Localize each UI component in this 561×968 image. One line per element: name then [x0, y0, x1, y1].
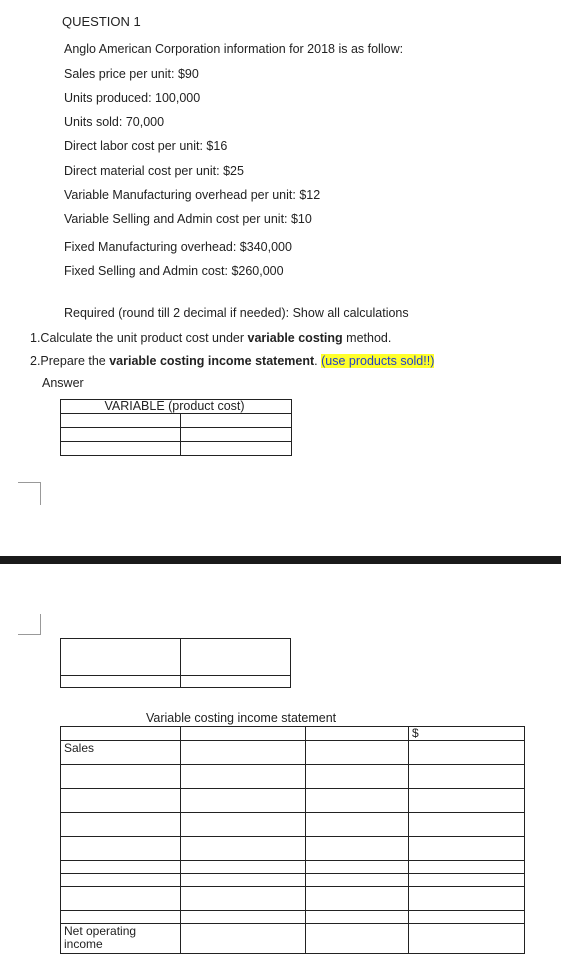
table-cell[interactable] — [181, 789, 306, 813]
table-cell[interactable] — [181, 765, 306, 789]
table-cell[interactable] — [61, 765, 181, 789]
table-cell[interactable] — [409, 837, 525, 861]
table-cell[interactable] — [306, 924, 409, 954]
info-sales-price: Sales price per unit: $90 — [64, 67, 199, 81]
table-cell[interactable] — [306, 874, 409, 887]
table-cell[interactable] — [181, 861, 306, 874]
table-cell[interactable] — [306, 813, 409, 837]
table-cell[interactable] — [306, 837, 409, 861]
table-cell[interactable] — [181, 741, 306, 765]
table-cell[interactable] — [181, 727, 306, 741]
table-cell[interactable] — [306, 765, 409, 789]
info-units-produced: Units produced: 100,000 — [64, 91, 201, 105]
income-statement-title: Variable costing income statement — [146, 711, 337, 725]
table-cell[interactable] — [181, 887, 306, 911]
table-cell[interactable] — [61, 639, 181, 676]
net-operating-income-row-label: Net operating income — [61, 924, 181, 954]
table-cell[interactable] — [306, 911, 409, 924]
table-cell[interactable] — [61, 727, 181, 741]
sales-row-label: Sales — [61, 741, 181, 765]
table-cell[interactable] — [409, 789, 525, 813]
question-title: QUESTION 1 — [62, 14, 141, 29]
table-cell[interactable] — [181, 911, 306, 924]
info-variable-mfg-overhead: Variable Manufacturing overhead per unit: $12 — [64, 188, 321, 202]
table-cell[interactable] — [61, 428, 181, 442]
table-cell[interactable] — [61, 414, 181, 428]
table-cell[interactable] — [306, 727, 409, 741]
answer-label: Answer — [42, 376, 84, 390]
info-fixed-mfg-overhead: Fixed Manufacturing overhead: $340,000 — [64, 240, 292, 254]
question-intro: Anglo American Corporation information for 2018 is as follow: — [64, 42, 404, 56]
continued-product-cost-table — [60, 638, 291, 688]
table-cell[interactable] — [306, 887, 409, 911]
table-cell[interactable] — [61, 874, 181, 887]
table-cell[interactable] — [181, 442, 292, 456]
variable-product-cost-table — [60, 399, 292, 456]
table-cell[interactable] — [181, 924, 306, 954]
table-cell[interactable] — [61, 837, 181, 861]
table-cell[interactable] — [306, 861, 409, 874]
info-variable-selling-admin: Variable Selling and Admin cost per unit: $10 — [64, 212, 312, 226]
page-corner-marker — [18, 482, 41, 505]
table-cell[interactable] — [181, 874, 306, 887]
table-cell[interactable] — [181, 676, 291, 688]
table-cell[interactable] — [181, 639, 291, 676]
table-cell[interactable] — [409, 924, 525, 954]
table-cell[interactable] — [61, 676, 181, 688]
info-units-sold: Units sold: 70,000 — [64, 115, 165, 129]
table-cell[interactable] — [61, 442, 181, 456]
info-direct-material: Direct material cost per unit: $25 — [64, 164, 244, 178]
variable-product-cost-header: VARIABLE (product cost) — [61, 400, 292, 414]
table-cell[interactable] — [61, 887, 181, 911]
page-corner-marker — [18, 614, 41, 635]
table-cell[interactable] — [181, 428, 292, 442]
table-cell[interactable] — [409, 874, 525, 887]
table-cell[interactable] — [409, 861, 525, 874]
table-cell[interactable] — [61, 911, 181, 924]
required-step-1: 1.Calculate the unit product cost under variable costing method. — [30, 331, 392, 345]
variable-costing-income-statement-table — [60, 726, 525, 954]
table-cell[interactable] — [409, 741, 525, 765]
currency-header: $ — [409, 727, 525, 741]
table-cell[interactable] — [181, 414, 292, 428]
table-cell[interactable] — [61, 813, 181, 837]
info-fixed-selling-admin: Fixed Selling and Admin cost: $260,000 — [64, 264, 284, 278]
table-cell[interactable] — [181, 813, 306, 837]
page-break-divider — [0, 556, 561, 564]
info-direct-labor: Direct labor cost per unit: $16 — [64, 139, 228, 153]
required-instructions: Required (round till 2 decimal if needed): Show all calculations — [64, 306, 409, 320]
table-cell[interactable] — [306, 789, 409, 813]
table-cell[interactable] — [306, 741, 409, 765]
use-products-sold-highlight: (use products sold!!) — [321, 354, 435, 368]
table-cell[interactable] — [409, 813, 525, 837]
table-cell[interactable] — [409, 911, 525, 924]
table-cell[interactable] — [409, 887, 525, 911]
required-step-2: 2.Prepare the variable costing income statement. (use products sold!!) — [30, 354, 435, 368]
table-cell[interactable] — [409, 765, 525, 789]
table-cell[interactable] — [181, 837, 306, 861]
table-cell[interactable] — [61, 861, 181, 874]
table-cell[interactable] — [61, 789, 181, 813]
